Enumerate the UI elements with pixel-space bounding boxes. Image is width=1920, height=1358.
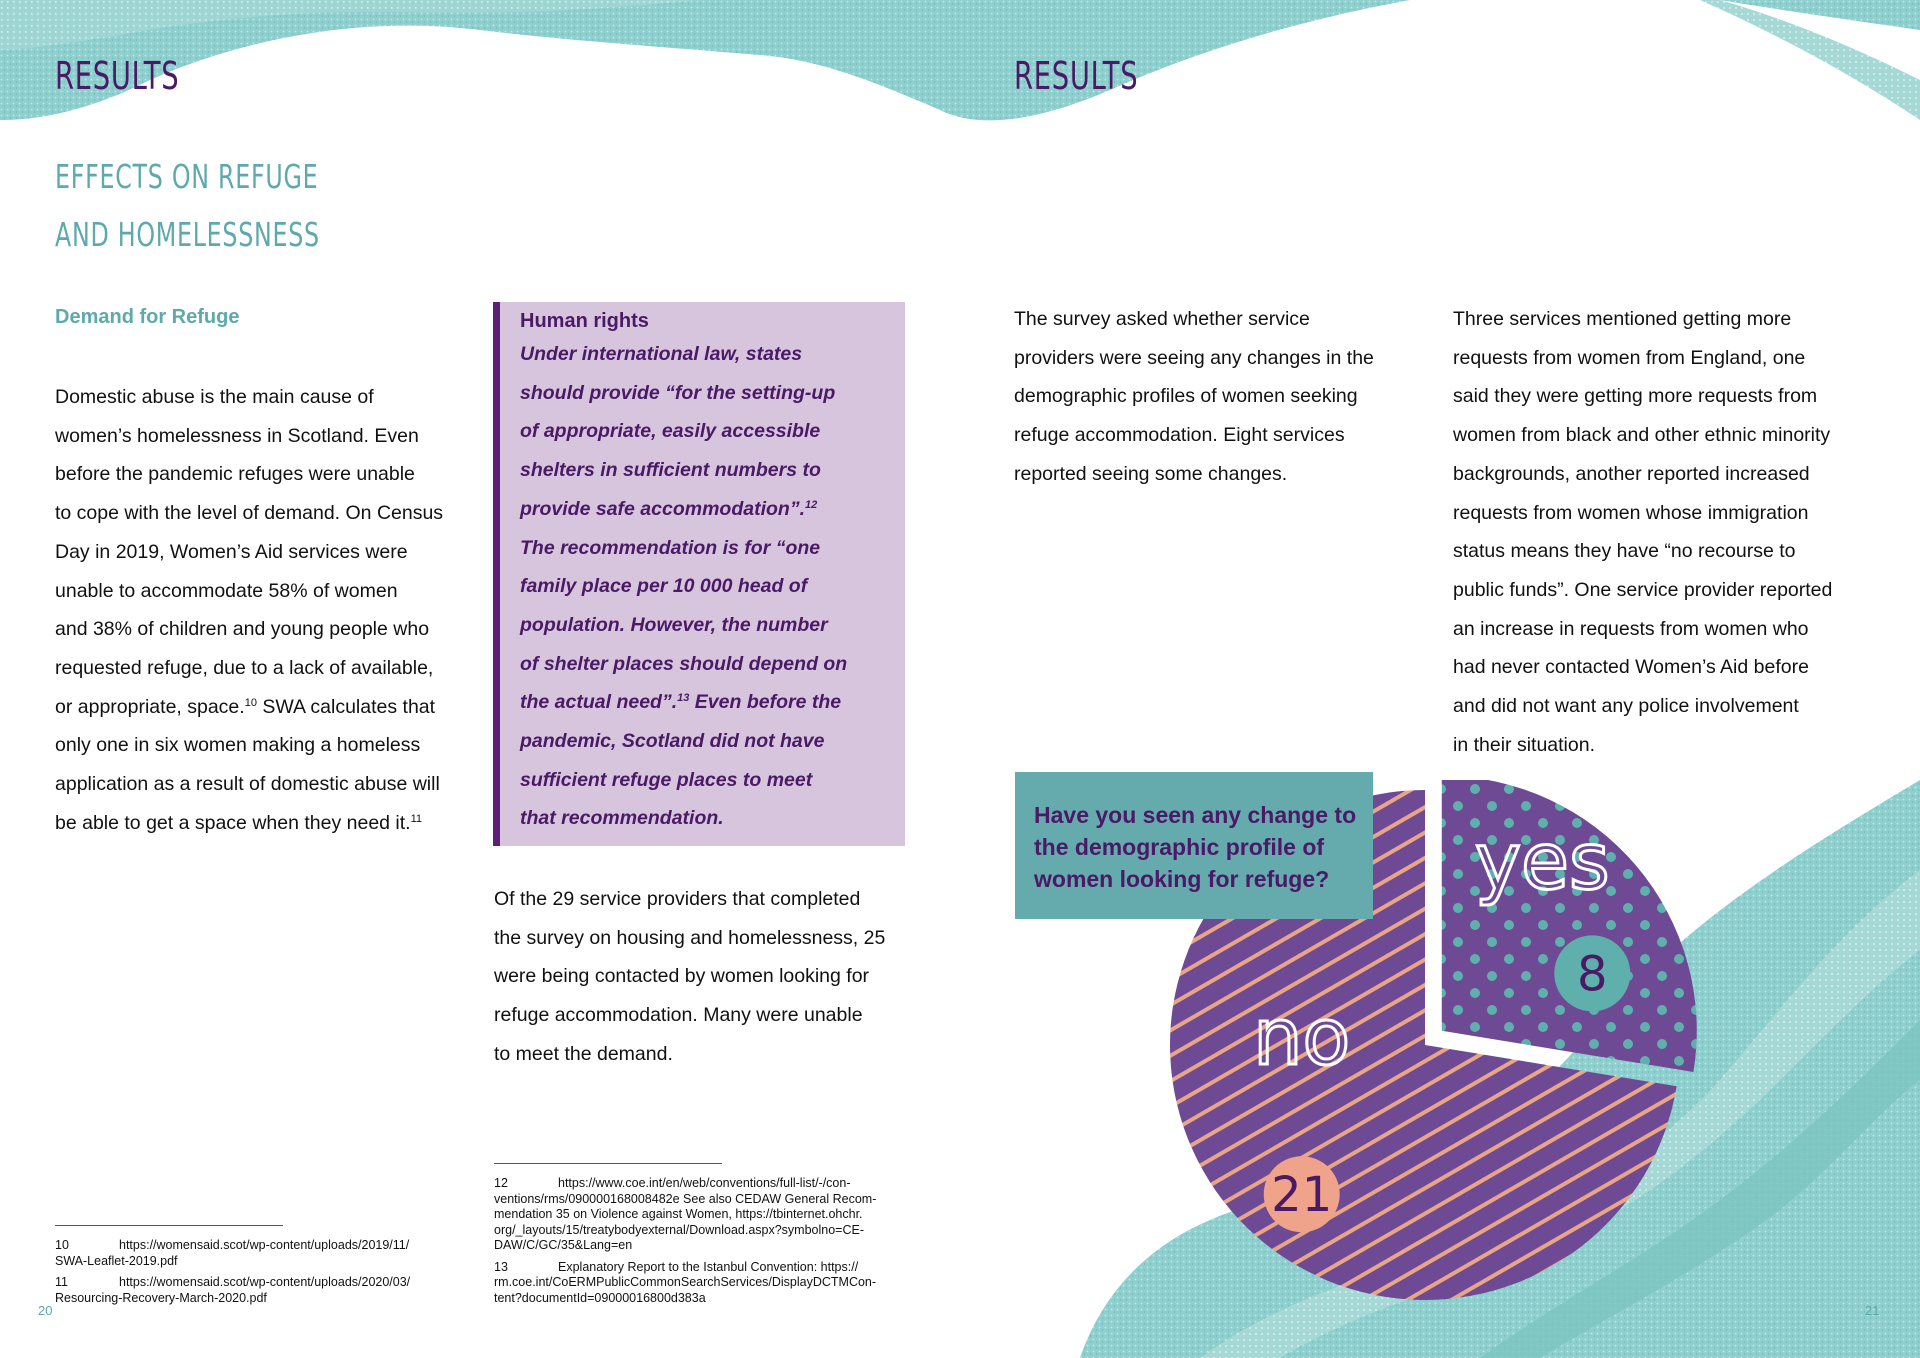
human-rights-box <box>493 302 905 846</box>
footnote-ref-10: 10 <box>244 696 257 709</box>
text-line: in their situation. <box>1453 733 1595 756</box>
footnotes-col2 <box>494 1176 914 1306</box>
text-line: that recommendation. <box>520 807 724 830</box>
right-page-header: RESULTS <box>1014 54 1139 98</box>
text-line: requests from women from England, one <box>1453 346 1806 369</box>
text-line: backgrounds, another reported increased <box>1453 462 1810 485</box>
three-services-paragraph <box>1453 300 1893 764</box>
text-fragment: be able to get a space when they need it. <box>55 811 411 834</box>
text-line: and did not want any police involvement <box>1453 695 1799 718</box>
footnote-number: 10 <box>55 1238 69 1252</box>
page-number-left: 20 <box>38 1303 53 1318</box>
text-line: to meet the demand. <box>494 1042 673 1065</box>
text-line: pandemic, Scotland did not have <box>520 730 825 753</box>
text-fragment: Even before the <box>689 691 842 714</box>
text-line: demographic profiles of women seeking <box>1014 385 1358 408</box>
footnote-link[interactable]: https://www.coe.int/en/web/conventions/full-list/-/con- <box>558 1176 851 1190</box>
footnote-link[interactable]: rm.coe.int/CoERMPublicCommonSearchServices/DisplayDCTMCon- <box>494 1275 877 1289</box>
subheading-demand-for-refuge: Demand for Refuge <box>55 306 240 328</box>
section-title-line1: EFFECTS ON REFUGE <box>55 157 319 196</box>
question-line: Have you seen any change to <box>1034 802 1357 828</box>
top-wave-decoration <box>0 0 1920 140</box>
text-line: refuge accommodation. Many were unable <box>494 1004 863 1027</box>
text-line: family place per 10 000 head of <box>520 575 808 598</box>
text-line: the survey on housing and homelessness, 25 <box>494 926 886 949</box>
text-line: before the pandemic refuges were unable <box>55 463 415 486</box>
text-line: public funds”. One service provider reported <box>1453 578 1833 601</box>
text-line: women’s homelessness in Scotland. Even <box>55 424 419 447</box>
text-line: providers were seeing any changes in the <box>1014 346 1374 369</box>
text-line: Of the 29 service providers that completed <box>494 888 861 910</box>
text-line: of shelter places should depend on <box>520 652 848 675</box>
chart-question-box <box>1015 772 1373 919</box>
footnote-number: 13 <box>494 1259 508 1274</box>
text-line: requests from women whose immigration <box>1453 501 1809 524</box>
footnote-rule <box>55 1225 283 1226</box>
text-line: population. However, the number <box>520 613 828 636</box>
question-line: women looking for refuge? <box>1034 866 1330 892</box>
pie-category-label: yes <box>1474 817 1610 908</box>
text-line: Day in 2019, Women’s Aid services were <box>55 540 408 563</box>
box-quote <box>520 335 905 838</box>
footnote-12 <box>494 1176 914 1254</box>
footnote-text: DAW/C/GC/35&Lang=en <box>494 1238 633 1252</box>
footnote-link[interactable]: tent?documentId=09000016800d383a <box>494 1290 706 1305</box>
survey-paragraph <box>1014 300 1434 494</box>
text-line: The recommendation is for “one <box>520 536 821 559</box>
pie-count-value: 21 <box>1271 1167 1333 1224</box>
section-title-line2: AND HOMELESSNESS <box>55 215 320 254</box>
text-line: unable to accommodate 58% of women <box>55 579 398 602</box>
providers-paragraph <box>494 880 914 1074</box>
text-fragment: the actual need”. <box>520 691 678 714</box>
text-line: Under international law, states <box>520 343 803 365</box>
text-line: application as a result of domestic abuse will <box>55 773 440 796</box>
text-line: and 38% of children and young people who <box>55 618 430 641</box>
footnote-text: org/_layouts/15/treatybodyexternal/Download.aspx?symbolno=CE- <box>494 1222 865 1237</box>
footnote-10 <box>55 1238 455 1269</box>
text-line <box>520 683 905 722</box>
text-line: of appropriate, easily accessible <box>520 420 821 443</box>
footnote-text: Explanatory Report to the Istanbul Convention: https:// <box>558 1259 859 1274</box>
footnote-number: 11 <box>55 1275 68 1289</box>
text-line: an increase in requests from women who <box>1453 617 1809 640</box>
text-line: Domestic abuse is the main cause of <box>55 386 374 408</box>
text-line: The survey asked whether service <box>1014 308 1310 330</box>
text-line: should provide “for the setting-up <box>520 381 836 404</box>
footnote-text: mendation 35 on Violence against Women, https://tbinternet.ohchr. <box>494 1207 863 1221</box>
footnote-link[interactable]: Resourcing-Recovery-March-2020.pdf <box>55 1290 267 1305</box>
pie-category-label: no <box>1253 993 1351 1084</box>
text-line: had never contacted Women’s Aid before <box>1453 656 1809 679</box>
footnote-ref-11: 11 <box>410 812 423 825</box>
footnote-ref-13: 13 <box>677 692 690 705</box>
text-line <box>55 688 475 727</box>
text-fragment: or appropriate, space. <box>55 695 245 718</box>
footnote-link[interactable]: SWA-Leaflet-2019.pdf <box>55 1253 178 1268</box>
text-line: women from black and other ethnic minority <box>1453 424 1831 447</box>
text-line <box>55 804 475 843</box>
question-line: the demographic profile of <box>1034 834 1325 860</box>
section-title <box>55 148 320 264</box>
footnote-13 <box>494 1260 914 1307</box>
text-line: Three services mentioned getting more <box>1453 308 1792 330</box>
text-line: shelters in sufficient numbers to <box>520 459 821 482</box>
text-line: said they were getting more requests from <box>1453 385 1818 408</box>
footnotes-col1 <box>55 1238 455 1306</box>
text-line: sufficient refuge places to meet <box>520 768 813 791</box>
text-line <box>520 490 905 529</box>
text-fragment: provide safe accommodation”. <box>520 497 805 520</box>
footnote-11 <box>55 1275 455 1306</box>
pie-count-value: 8 <box>1576 946 1608 1003</box>
box-title: Human rights <box>520 310 649 332</box>
footnote-rule <box>494 1163 722 1164</box>
footnote-number: 12 <box>494 1176 508 1190</box>
text-line: were being contacted by women looking for <box>494 965 870 988</box>
page-number-right: 21 <box>1865 1303 1880 1318</box>
demand-paragraph <box>55 378 475 842</box>
text-line: only one in six women making a homeless <box>55 734 421 757</box>
text-fragment: SWA calculates that <box>256 695 436 718</box>
footnote-link[interactable]: https://womensaid.scot/wp-content/uploads/2019/11/ <box>119 1238 410 1252</box>
text-line: to cope with the level of demand. On Census <box>55 502 444 525</box>
footnote-ref-12: 12 <box>805 498 818 511</box>
left-page-header: RESULTS <box>55 54 180 98</box>
text-line: refuge accommodation. Eight services <box>1014 424 1345 447</box>
footnote-text: ventions/rms/090000168008482e See also CEDAW General Recom- <box>494 1191 877 1206</box>
text-line: requested refuge, due to a lack of available, <box>55 656 434 679</box>
text-line: reported seeing some changes. <box>1014 462 1288 485</box>
footnote-link[interactable]: https://womensaid.scot/wp-content/uploads/2020/03/ <box>119 1275 411 1289</box>
text-line: status means they have “no recourse to <box>1453 540 1796 563</box>
